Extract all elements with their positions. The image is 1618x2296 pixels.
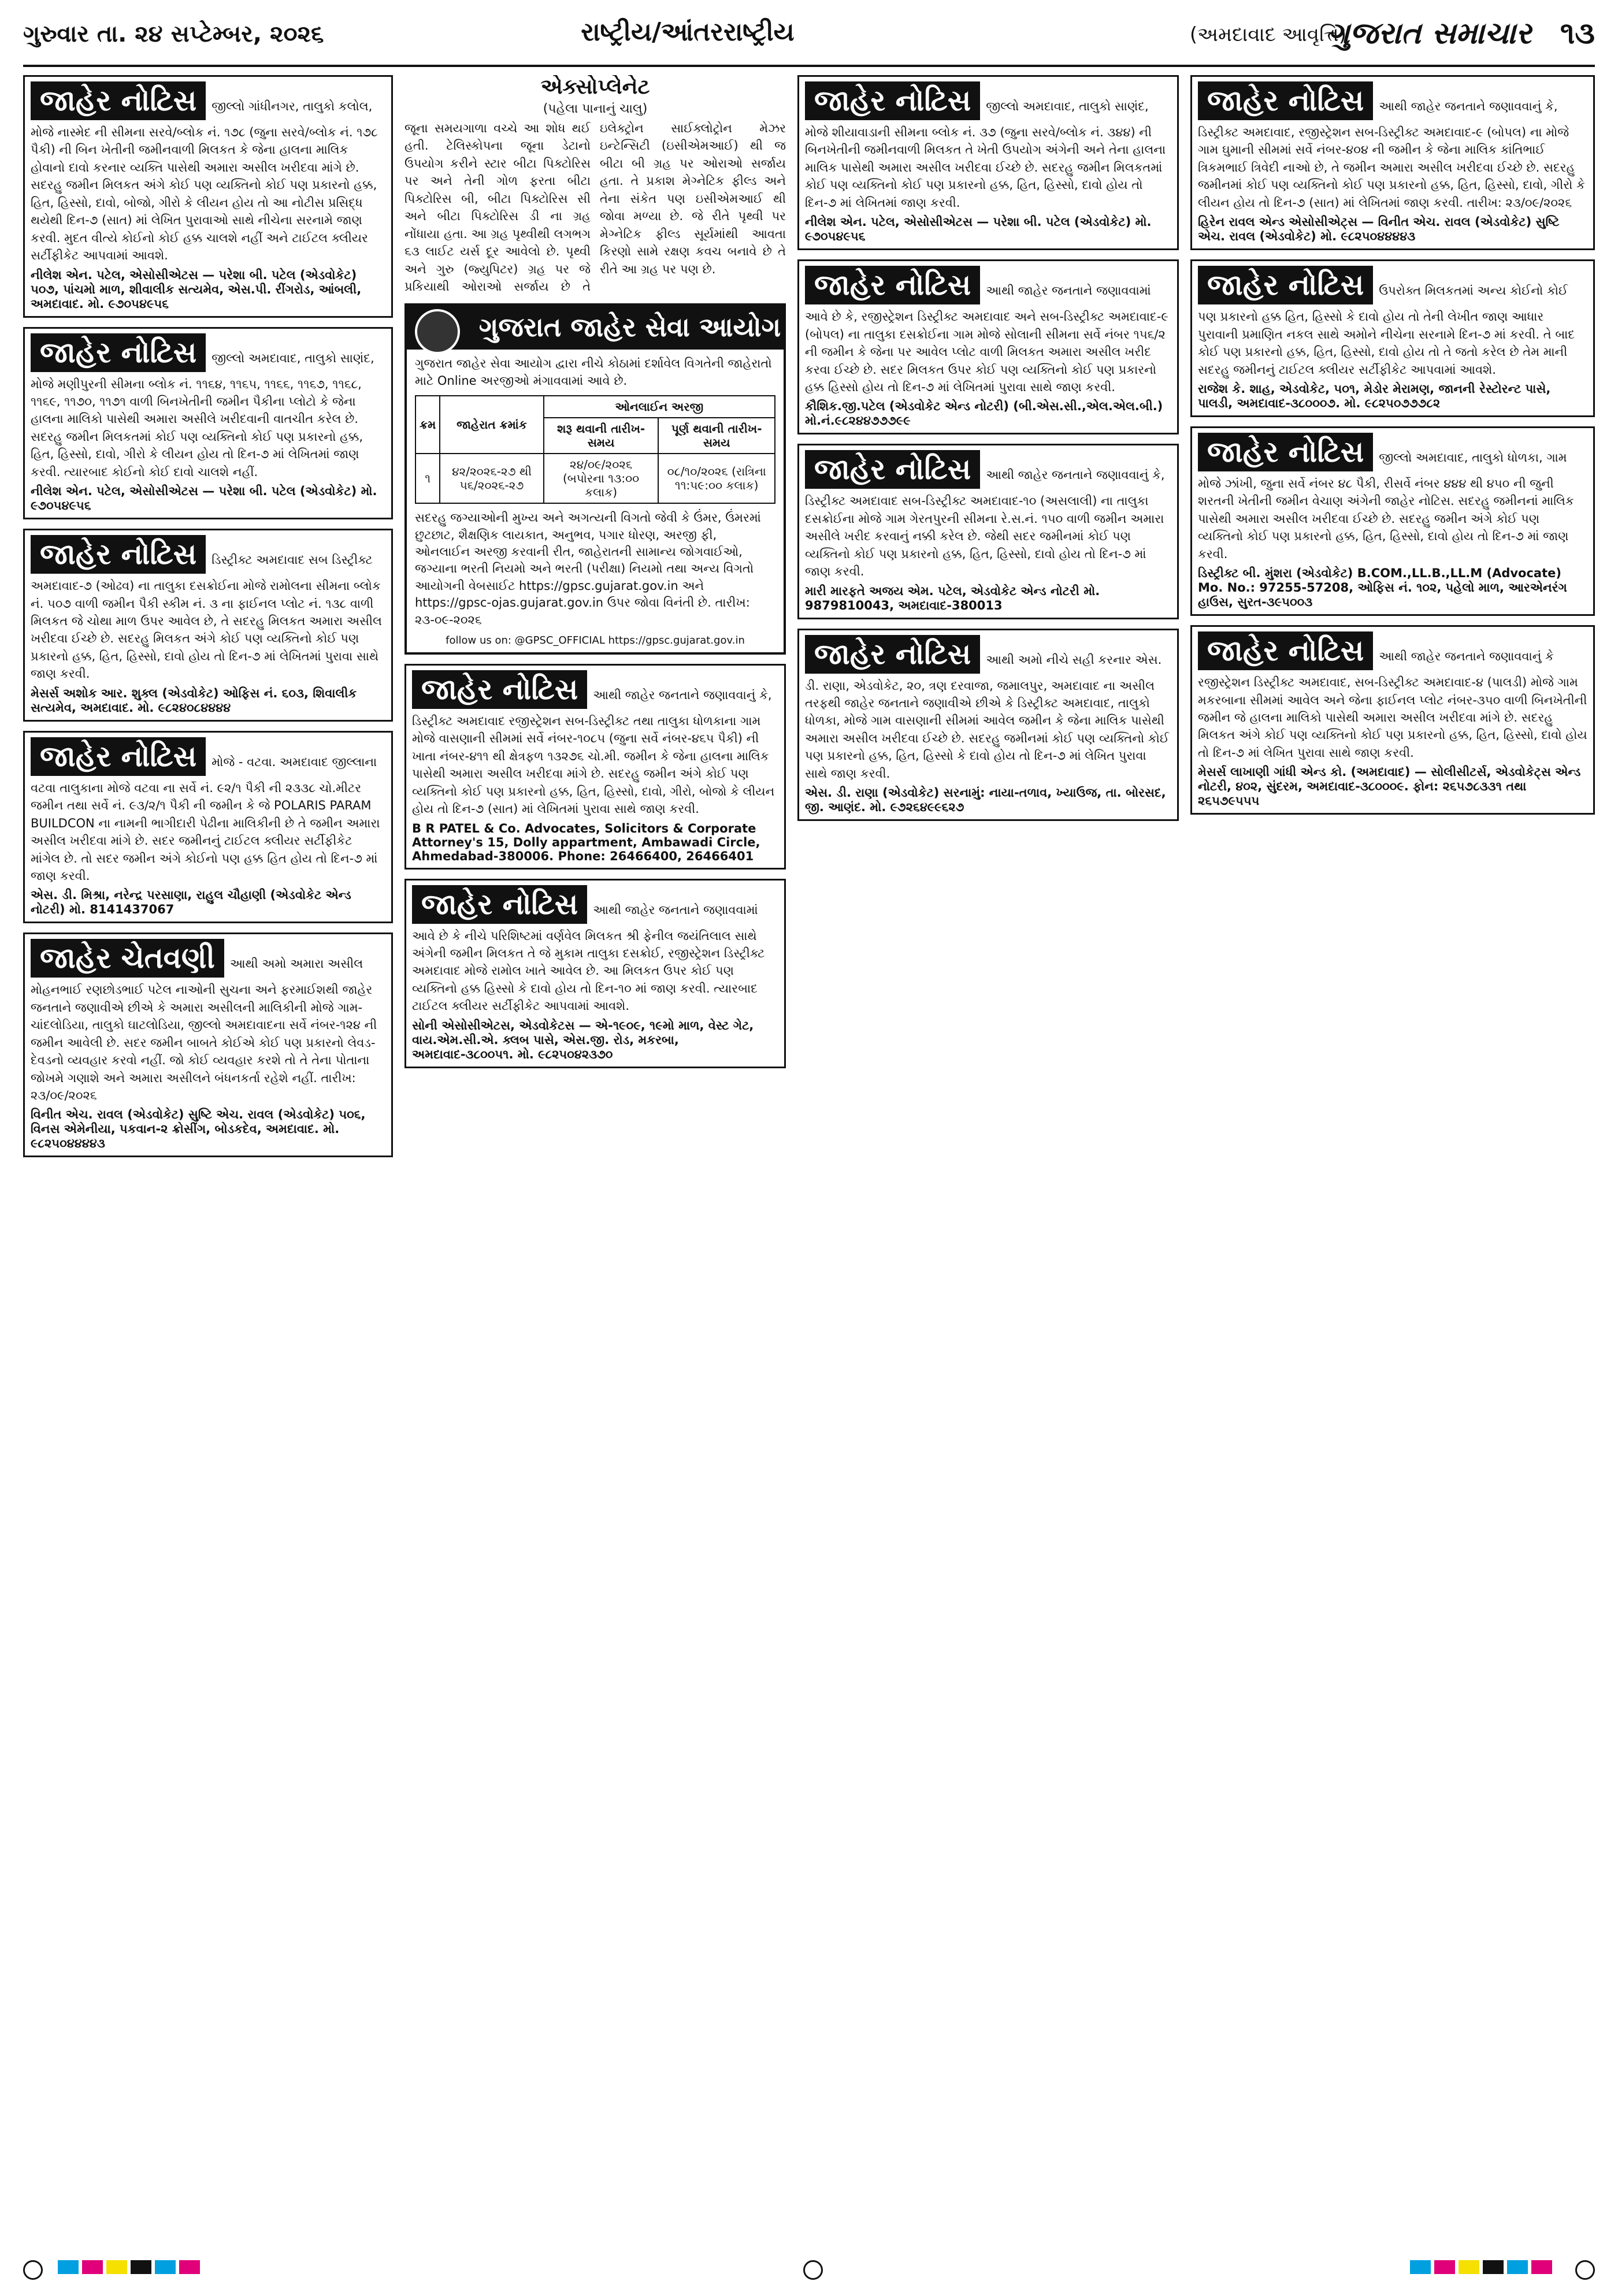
notice-body: જીલ્લો ગાંધીનગર, તાલુકો કલોલ, મોજે નાસ્મેદ ની સીમના સરવે/બ્લોક નં. ૧૭૮ (જુના સરવે/બ્લોક નં. ૧૭૮ પૈકી) ની બિન ખેતીની જમીનવાળી મિલકત કે જેના હાલના માલિક હોવાનો દાવો કરનાર વ્યક્તિ પાસેથી અમારા અસીલ ખરીદવા માંગે છે. સદરહુ જમીન મિલકત અંગે કોઈ પણ વ્યક્તિનો કોઈ પણ પ્રકારનો હક્ક, હિત, હિસ્સો, દાવો, બોજો, ગીરો કે લીયન હોય તો આ નોટીસ પ્રસિદ્ધ થયેથી દિન-૭ (સાત) માં લેખિત પુરાવાઓ સાથે નીચેના સરનામે જાણ કરવી. મુદત વીત્યે કોઈનો કોઈ હક્ક ચાલશે નહીં અને ટાઈટલ ક્લીયર સર્ટીફીકેટ આપવામાં આવશે. — [31, 99, 378, 263]
gpsc-note: સદરહુ જગ્યાઓની મુખ્ય અને અગત્યની વિગતો જેવી કે ઉંમર, ઉંમરમાં છુટછાટ, શૈક્ષણિક લાયકાત, અનુભવ, પગાર ધોરણ, અરજી ફી, ઓનલાઈન અરજી કરવાની રીત, જાહેરાતની સામાન્ય જોગવાઈઓ, જગ્યાના ભરતી નિયમો અને ભરતી (પરીક્ષા) નિયમો તથા અન્ય વિગતો આયોગની વેબસાઈટ https://gpsc.gujarat.gov.in અને https://gpsc-ojas.gujarat.gov.in ઉપર જોવા વિનંતી છે. તારીખ: ૨૩-૦૯-૨૦૨૬ — [415, 511, 761, 627]
notice-signature: નીલેશ એન. પટેલ, એસોસીએટસ — પરેશા બી. પટેલ (એડવોકેટ) ૫૦૭, પાંચમો માળ, શીવાલીક સત્યમેવ, એસ.પી. રીંગરોડ, આંબલી, અમદાવાદ. મો. ૯૭૦૫૪૯૫૬ — [31, 268, 362, 311]
notice-signature: એસ. ડી. રાણા (એડવોકેટ) સરનામું: નાયા-તળાવ, ખ્યાઉજ, તા. બોરસદ, જી. આણંદ. મો. ૯૭૨૬૪૯૯૬૨૭ — [805, 786, 1166, 815]
notice-body: મોજે - વટવા. અમદાવાદ જીલ્લાના વટવા તાલુકાના મોજે વટવા ના સર્વે નં. ૯૨/૧ પૈકી ની ૨૩૩૮ ચો.મીટર જમીન તથા સર્વે નં. ૯૩/૨/૧ પૈકી ની જમીન કે જે POLARIS PARAM BUILDCON ના નામની ભાગીદારી પેઢીના માલિકીની છે તે જમીન અમારા અસીલ ખરીદવા માંગે છે. સદર જમીનનું ટાઈટલ ક્લીયર સર્ટીફીકેટ માંગેલ છે. તો સદર જમીન અંગે કોઈનો પણ હક્ક હિત હોય તો દિન-૭ માં જાણ કરવી. — [31, 755, 380, 883]
table-cell: ૧ — [415, 454, 440, 503]
public-warning — [23, 932, 393, 1157]
public-notice — [404, 664, 786, 870]
notice-title: જાહેર નોટિસ — [805, 450, 980, 489]
public-notice — [1190, 426, 1595, 616]
notice-title: જાહેર નોટિસ — [805, 635, 980, 674]
print-registration-strip — [23, 2256, 1595, 2279]
registration-mark-icon — [1575, 2260, 1595, 2280]
column-1 — [23, 75, 393, 2232]
notice-title: જાહેર નોટિસ — [1198, 266, 1373, 304]
notice-signature: નીલેશ એન. પટેલ, એસોસીએટસ — પરેશા બી. પટેલ (એડવોકેટ) મો. ૯૭૦૫૪૯૫૬ — [31, 484, 377, 513]
news-article — [404, 75, 786, 295]
table-header: પૂર્ણ થવાની તારીખ-સમય — [658, 418, 775, 454]
public-notice — [23, 75, 393, 318]
notice-signature: નીલેશ એન. પટેલ, એસોસીએટસ — પરેશા બી. પટેલ (એડવોકેટ) મો. ૯૭૦૫૪૯૫૬ — [805, 215, 1152, 244]
notice-title: જાહેર નોટિસ — [412, 885, 587, 924]
table-header: જાહેરાત ક્રમાંક — [440, 396, 544, 454]
table-header: શરૂ થવાની તારીખ-સમય — [544, 418, 659, 454]
registration-mark-icon — [23, 2260, 43, 2280]
public-notice — [23, 327, 393, 520]
section-title: રાષ્ટ્રીય/આંતરરાષ્ટ્રીય — [581, 17, 795, 47]
public-notice — [404, 879, 786, 1068]
notice-title: જાહેર નોટિસ — [1198, 81, 1373, 120]
notice-body: ડિસ્ટ્રીક્ટ અમદાવાદ સબ ડિસ્ટ્રીક્ટ અમદાવાદ-૭ (ઓઢવ) ના તાલુકા દસક્રોઈના મોજે રામોલના સીમના બ્લોક નં. ૫૦૭ વાળી જમીન પૈકી સ્કીમ નં. ૩ ના ફાઈનલ પ્લોટ નં. ૧૩૮ વાળી મિલકત જે ચોથા માળ ઉપર આવેલ છે, તે સદરહુ મિલકત અમારા અસીલ ખરીદવા ઈચ્છે છે. સદરહુ મિલકત અંગે કોઈ પણ વ્યક્તિનો કોઈ પણ પ્રકારનો હક્ક, હિત, હિસ્સો, દાવો હોય તો દિન-૭ માં લેખિતમાં પુરાવા સાથે જાણ કરવી. — [31, 553, 382, 681]
notice-signature: મેસર્સ અશોક આર. શુક્લ (એડવોકેટ) ઓફિસ નં. ૬૦૩, શિવાલીક સત્યમેવ, અમદાવાદ. મો. ૯૮૨૪૦૮૪૪૪૪ — [31, 686, 357, 715]
color-bar — [58, 2260, 208, 2274]
notice-body: જીલ્લો અમદાવાદ, તાલુકો સાણંદ, મોજે મણીપુરની સીમના બ્લોક નં. ૧૧૬૪, ૧૧૬૫, ૧૧૬૬, ૧૧૬૭, ૧૧૬૮, ૧૧૬૯, ૧૧૭૦, ૧૧૭૧ વાળી બિનખેતીની જમીન પૈકીના પ્લોટો કે જેના હાલના માલિકો પાસેથી અમારા અસીલે ખરીદવાની વાતચીત કરેલ છે. સદરહુ જમીન મિલકતમાં કોઈ પણ વ્યક્તિનો કોઈ પણ પ્રકારનો હક્ક, હિત, હિસ્સો, દાવો, ગીરો કે લીયન હોય તો દિન-૭ માં લેખિતમાં જાણ કરવી. ત્યારબાદ કોઈનો કોઈ દાવો ચાલશે નહીં. — [31, 351, 374, 479]
notice-signature: એસ. ડી. મિશ્રા, નરેન્દ્ર પરસાણા, રાહુલ ચૌહાણી (એડવોકેટ એન્ડ નોટરી) મો. 8141437067 — [31, 888, 351, 917]
notice-body: આથી જાહેર જનતાને જણાવવાનું કે, ડિસ્ટ્રીક્ટ અમદાવાદ, રજીસ્ટ્રેશન સબ-ડિસ્ટ્રીક્ટ અમદાવાદ-૯ (બોપલ) ના મોજે ગામ ઘુમાની સીમમાં સર્વે નંબર-૪૦૪ ની જમીન કે જેના માલિક કાંતિભાઈ ત્રિકમભાઈ ત્રિવેદી નાઓ છે, તે જમીન અમારા અસીલ ખરીદવા ઈચ્છે છે. સદરહુ જમીનમાં કોઈ પણ વ્યક્તિનો કોઈ પણ પ્રકારનો હક્ક, હિત, હિસ્સો, દાવો, ગીરો કે લીયન હોય તો દિન-૭ (સાત) માં લેખિતમાં જાણ કરવી. તારીખ: ૨૩/૦૯/૨૦૨૬ — [1198, 99, 1585, 210]
notice-body: જીલ્લો અમદાવાદ, તાલુકો સાણંદ, મોજે શીયાવાડાની સીમના બ્લોક નં. ૩૭ (જુના સરવે/બ્લોક નં. ૩૪૪) ની બિનખેતીની જમીનવાળી મિલકત તે ખેતી ઉપયોગ અંગેની અને તેના હાલના માલિક પાસેથી અમારા અસીલ ખરીદવા ઈચ્છે છે. સદરહુ જમીન મિલકતમાં કોઈ પણ વ્યક્તિનો કોઈ પણ પ્રકારનો હક્ક, હિત, હિસ્સો, દાવો હોય તો દિન-૭ માં લેખિતમાં જાણ કરવી. — [805, 99, 1166, 210]
notice-body: આથી જાહેર જનતાને જણાવવામાં આવે છે કે, રજીસ્ટ્રેશન ડિસ્ટ્રીક્ટ અમદાવાદ અને સબ-ડિસ્ટ્રીક્ટ અમદાવાદ-૯ (બોપલ) ના તાલુકા દસક્રોઈના ગામ મોજે સોલાની સીમના સર્વે નંબર ૧૫૬/૨ ની જમીન કે જેના પર આવેલ પ્લોટ વાળી મિલકત અમારા અસીલ ખરીદ કરવા ઈચ્છે છે. સદર મિલકત ઉપર કોઈ પણ વ્યક્તિનો કોઈ પણ પ્રકારનો હક્ક હિસ્સો હોય તો દિન-૭ માં લેખિતમાં પુરાવા સાથે જાણ કરવી. — [805, 284, 1168, 394]
table-cell: ૨૪/૦૯/૨૦૨૬ (બપોરના ૧૩:૦૦ કલાક) — [544, 454, 659, 503]
notice-signature: સોની એસોસીએટસ, એડવોકેટસ — એ-૧૯૦૯, ૧૯મો માળ, વેસ્ટ ગેટ, વાય.એમ.સી.એ. ક્લબ પાસે, એસ.જી. રોડ, મકરબા, અમદાવાદ-૩૮૦૦૫૧. મો. ૯૮૨૫૦૪૨૩૭૦ — [412, 1018, 754, 1061]
gpsc-title-band — [407, 306, 784, 350]
notice-body: આથી જાહેર જનતાને જણાવવાનું કે, ડિસ્ટ્રીક્ટ અમદાવાદ રજીસ્ટ્રેશન સબ-ડિસ્ટ્રીક્ટ તથા તાલુકા ધોળકાના ગામ મોજે વાસણાની સીમમાં સર્વે નંબર-૧૦૮૫ (જુના સર્વે નંબર-૪૬૫ પૈકી) ની ખાતા નંબર-૪૧૧ થી ક્ષેત્રફળ ૧૩૨૭૬ ચો.મી. જમીન કે જેના હાલના માલિક પાસેથી અમારા અસીલ ખરીદવા માંગે છે. સદરહુ જમીન અંગે કોઈ પણ વ્યક્તિનો કોઈ પણ પ્રકારનો હક્ક, હિત, હિસ્સો, દાવો, ગીરો, બોજો કે લીયન હોય તો દિન-૭ (સાત) માં લેખિતમાં પુરાવા સાથે જાણ કરવી. — [412, 688, 775, 816]
notice-title: જાહેર નોટિસ — [805, 81, 980, 120]
notice-body: આથી અમો અમારા અસીલ મોહનભાઈ રણછોડભાઈ પટેલ નાઓની સુચના અને ફરમાઈશથી જાહેર જનતાને જણાવીએ છીએ કે અમારા અસીલની માલિકીની મોજે ગામ-ચાંદલોડિયા, તાલુકો ઘાટલોડિયા, જીલ્લો અમદાવાદના સર્વે નંબર-૧૨૪ ની જમીન આવેલી છે. સદર જમીન બાબતે કોઈએ કોઈ પણ પ્રકારનો લેવડ-દેવડનો વ્યવહાર કરવો નહીં. જો કોઈ વ્યવહાર કરશે તો તે તેના પોતાના જોખમે ગણાશે અને અમારા અસીલને બંધનકર્તા રહેશે નહીં. તારીખ: ૨૩/૦૯/૨૦૨૬ — [31, 957, 377, 1102]
table-cell: ૦૮/૧૦/૨૦૨૬ (રાત્રિના ૧૧:૫૯:૦૦ કલાક) — [658, 454, 775, 503]
notice-signature: કૌશિક.જી.પટેલ (એડવોકેટ એન્ડ નોટરી) (બી.એસ.સી.,એલ.એલ.બી.) મો.નં.૯૮૨૪૪૭૭૭૯૯ — [805, 399, 1163, 428]
notice-title: જાહેર નોટિસ — [1198, 631, 1373, 670]
notice-body: જીલ્લો અમદાવાદ, તાલુકો ધોળકા, ગામ મોજે ઝાંખી, જુના સર્વે નંબર ૪૮ પૈકી, રીસર્વે નંબર ૪૪૪ થી ૪૫૦ ની જુની શરતની ખેતીની જમીન વેચાણ અંગેની જાહેર નોટિસ. સદરહુ જમીનનાં માલિક પાસેથી અમારા અસીલ ખરીદવા ઈચ્છે છે. સદરહુ જમીન અંગે કોઈ પણ વ્યક્તિનો કોઈ પણ પ્રકારનો હક્ક, હિત, હિસ્સો, દાવો હોય તો દિન-૭ માં જાણ કરવી. — [1198, 450, 1574, 561]
color-bar — [1410, 2260, 1560, 2274]
column-4 — [1190, 75, 1595, 2232]
gpsc-emblem-icon — [415, 309, 460, 354]
gpsc-advertisement — [404, 303, 786, 655]
notice-body: આથી જાહેર જનતાને જણાવવામાં આવે છે કે નીચે પરિશિષ્ટમાં વર્ણવેલ મિલકત શ્રી ફેનીલ જયંતિલાલ સાથે અંગેની જમીન મિલકત તે જે મુકામ તાલુકા દસક્રોઈ, રજીસ્ટ્રેશન ડિસ્ટ્રીક્ટ અમદાવાદ મોજે રામોલ ખાતે આવેલ છે. આ મિલકત ઉપર કોઈ પણ વ્યક્તિનો હક્ક હિસ્સો કે દાવો હોય તો દિન-૧૦ માં જાણ કરવી. ત્યારબાદ ટાઈટલ ક્લીયર સર્ટીફીકેટ આપવામાં આવશે. — [412, 902, 765, 1013]
public-notice — [797, 444, 1179, 619]
notice-title: જાહેર નોટિસ — [31, 535, 206, 574]
table-row — [415, 454, 775, 503]
table-cell: ૪૨/૨૦૨૬-૨૭ થી ૫૬/૨૦૨૬-૨૭ — [440, 454, 544, 503]
page-number: ૧૩ — [1560, 16, 1595, 51]
page-header — [23, 13, 1595, 67]
public-notice — [23, 529, 393, 722]
gpsc-schedule-table — [415, 395, 775, 504]
notice-title: જાહેર નોટિસ — [31, 737, 206, 776]
notice-signature: ડિસ્ટ્રીક્ટ બી. મુંશરા (એડવોકેટ) B.COM.,LL.B.,LL.M (Advocate) Mo. No.: 97255-57208, ઓફિસ નં. ૧૦૨, પહેલો માળ, આરએનરંગ હાઉસ, સુરત-૩૯૫૦૦૩ — [1198, 566, 1567, 610]
gpsc-social-links: follow us on: @GPSC_OFFICIAL https://gpsc.gujarat.gov.in — [446, 634, 745, 647]
public-notice — [23, 731, 393, 924]
notice-title: જાહેર નોટિસ — [1198, 433, 1373, 471]
table-header: ક્રમ — [415, 396, 440, 454]
public-notice — [1190, 625, 1595, 815]
column-2 — [404, 75, 786, 2232]
article-body: જૂના સમયગાળા વચ્ચે આ શોધ થઈ હતી. ટેલિસ્કોપના જૂના ડેટાનો ઉપયોગ કરીને સ્ટાર બીટા પિક્ટોરિસ પર અને તેની ગોળ ફરતા બીટા પિક્ટોરિસ બી, બીટા પિક્ટોરિસ સી અને બીટા પિક્ટોરિસ ડી ના ગ્રહ નોંધાયા હતા. આ ગ્રહ પૃથ્વીથી લગભગ ૬૩ લાઈટ યર્સ દૂર આવેલો છે. પૃથ્વી અને ગુરુ (જ્યુપિટર) ગ્રહ પર જે પ્રકિયાથી ઓરાઓ સર્જાય છે તે ઇલેક્ટ્રોન સાઈક્લોટ્રોન મેઝર ઇન્ટેન્સિટી (ઇસીએમઆઈ) થી જ બીટા બી ગ્રહ પર ઓરાઓ સર્જાય હતા. તે પ્રકાશ મેગ્નેટિક ફીલ્ડ અને તેના સંકેત પણ ઇસીએમઆઈ થી જોવા મળ્યા છે. જે રીતે પૃથ્વી પર મેગ્નેટિક ફીલ્ડ સૂર્યમાંથી આવતા કિરણો સામે રક્ષણ કવચ બનાવે છે તે રીતે આ ગ્રહ પર પણ છે. — [404, 121, 786, 293]
issue-date: ગુરુવાર તા. ૨૪ સપ્ટેમ્બર, ૨૦૨૬ — [23, 21, 324, 47]
notice-signature: રાજેશ કે. શાહ, એડવોકેટ, ૫૦૧, મેડોર મેરામણ, જાનની રેસ્ટોરન્ટ પાસે, પાલડી, અમદાવાદ-૩૮૦૦૦૭. મો. ૯૮૨૫૦૭૭૭૮૨ — [1198, 381, 1551, 410]
gpsc-title: ગુજરાત જાહેર સેવા આયોગ — [478, 311, 781, 343]
notice-title: જાહેર નોટિસ — [31, 81, 206, 120]
column-3 — [797, 75, 1179, 2232]
table-group-header: ઓનલાઈન અરજી — [544, 396, 775, 418]
notice-body: આથી જાહેર જનતાને જણાવવાનું કે, ડિસ્ટ્રીક્ટ અમદાવાદ સબ-ડિસ્ટ્રીક્ટ અમદાવાદ-૧૦ (અસલાલી) ના તાલુકા દસક્રોઈના મોજે ગામ ગેરતપુરની સીમના રે.સ.નં. ૧૫૦ વાળી જમીન અમારા અસીલે ખરીદ કરવાનું નક્કી કરેલ છે. જેથી સદર જમીનમાં કોઈ પણ વ્યક્તિનો કોઈ પણ પ્રકારનો હક્ક, હિત, હિસ્સો, દાવો હોય તો દિન-૭ માં જાણ કરવી. — [805, 468, 1165, 579]
article-headline: એક્સોપ્લેનેટ — [540, 75, 650, 99]
gpsc-intro: ગુજરાત જાહેર સેવા આયોગ દ્વારા નીચે કોઠામાં દર્શાવેલ વિગતેની જાહેરાતો માટે Online અરજીઓ મંગાવવામાં આવે છે. — [415, 356, 772, 388]
notice-body: આથી જાહેર જનતાને જણાવવાનું કે રજીસ્ટ્રેશન ડિસ્ટ્રીક્ટ અમદાવાદ, સબ-ડિસ્ટ્રીક્ટ અમદાવાદ-૪ (પાલડી) મોજે ગામ મકરબાના સીમમાં આવેલ અને જેના ફાઈનલ પ્લોટ નંબર-૩૫૦ વાળી બિનખેતીની જમીન જે હાલના માલિકો પાસેથી અમારા અસીલ ખરીદવા માંગે છે. સદરહુ મિલકત અંગે કોઈ પણ વ્યક્તિનો કોઈ પણ પ્રકારનો હક્ક, હિત, હિસ્સો, દાવો હોય તો દિન-૭ માં લેખિત પુરાવા સાથે જાણ કરવી. — [1198, 649, 1587, 760]
newspaper-masthead: ગુજરાત સમાચાર — [1327, 16, 1531, 51]
notice-signature: B R PATEL & Co. Advocates, Solicitors & Corporate Attorney's 15, Dolly appartment, Ambawadi Circle, Ahmedabad-380006. Phone: 26466400, 26466401 — [412, 821, 760, 863]
edition-label: (અમદાવાદ આવૃત્તિ) — [1189, 23, 1346, 46]
public-notice — [797, 259, 1179, 434]
notice-signature: હિરેન રાવલ એન્ડ એસોસીએટ્સ — વિનીત એચ. રાવલ (એડવોકેટ) સુષ્ટિ એચ. રાવલ (એડવોકેટ) મો. ૯૮૨૫૦૪૪૪૪૩ — [1198, 215, 1560, 244]
notice-title: જાહેર નોટિસ — [31, 333, 206, 372]
public-notice — [797, 75, 1179, 250]
public-notice — [1190, 259, 1595, 417]
notice-signature: વિનીત એચ. રાવલ (એડવોકેટ) સુષ્ટિ એચ. રાવલ (એડવોકેટ) ૫૦૬, વિનસ એમેનીયા, પકવાન-૨ ક્રોસીંગ, બોડકદેવ, અમદાવાદ. મો. ૯૮૨૫૦૪૪૪૪૩ — [31, 1108, 366, 1151]
notice-title: જાહેર નોટિસ — [412, 670, 587, 709]
notice-signature: મેસર્સ લાખાણી ગાંધી એન્ડ કો. (અમદાવાદ) — સોલીસીટર્સ, એડવોકેટ્સ એન્ડ નોટરી, ૪૦૨, સુંદરમ, અમદાવાદ-૩૮૦૦૦૯. ફોન: ૨૬૫૭૮૩૩૧ તથા ૨૬૫૭૯૫૫૫ — [1198, 765, 1581, 808]
registration-mark-icon — [803, 2260, 823, 2280]
notice-body: ઉપરોક્ત મિલકતમાં અન્ય કોઈનો કોઈ પણ પ્રકારનો હક્ક હિત, હિસ્સો કે દાવો હોય તો તેની લેખીત જાણ આધાર પુરાવાની પ્રમાણિત નકલ સાથે અમોને નીચેના સરનામે દિન-૭ માં કરવી. તે બાદ કોઈ પણ પ્રકારનો હક્ક, હિત, હિસ્સો, દાવો હોય તો તે જતો કરેલ છે તેમ માની સદરહુ જમીનનું ટાઈટલ ક્લીયર સર્ટીફીકેટ આપવામાં આવશે. — [1198, 284, 1575, 377]
notice-body: આથી અમો નીચે સહી કરનાર એસ. ડી. રાણા, એડવોકેટ, ૨૦, ત્રણ દરવાજા, જમાલપુર, અમદાવાદ ના અસીલ તરફથી જાહેર જનતાને જણાવીએ છીએ કે ડિસ્ટ્રીક્ટ અમદાવાદ, તાલુકો ધોળકા, મોજે ગામ વાસણાની સીમમાં આવેલ જમીન કે જેના માલિક પાસેથી અમારા અસીલ ખરીદવા ઈચ્છે છે. સદરહુ જમીનમાં કોઈ પણ વ્યક્તિનો કોઈ પણ પ્રકારનો હક્ક, હિત, હિસ્સો કે દાવો હોય તો દિન-૭ માં લેખિત પુરાવા સાથે જાણ કરવી. — [805, 652, 1170, 781]
notice-title: જાહેર નોટિસ — [805, 266, 980, 304]
article-subhead: (પહેલા પાનાનું ચાલુ) — [543, 102, 648, 116]
public-notice — [1190, 75, 1595, 250]
public-notice — [797, 629, 1179, 822]
notice-signature: મારી મારફતે અજય એમ. પટેલ, એડવોકેટ એન્ડ નોટરી મો. 9879810043, અમદાવાદ-380013 — [805, 584, 1100, 612]
notice-title: જાહેર ચેતવણી — [31, 939, 224, 978]
